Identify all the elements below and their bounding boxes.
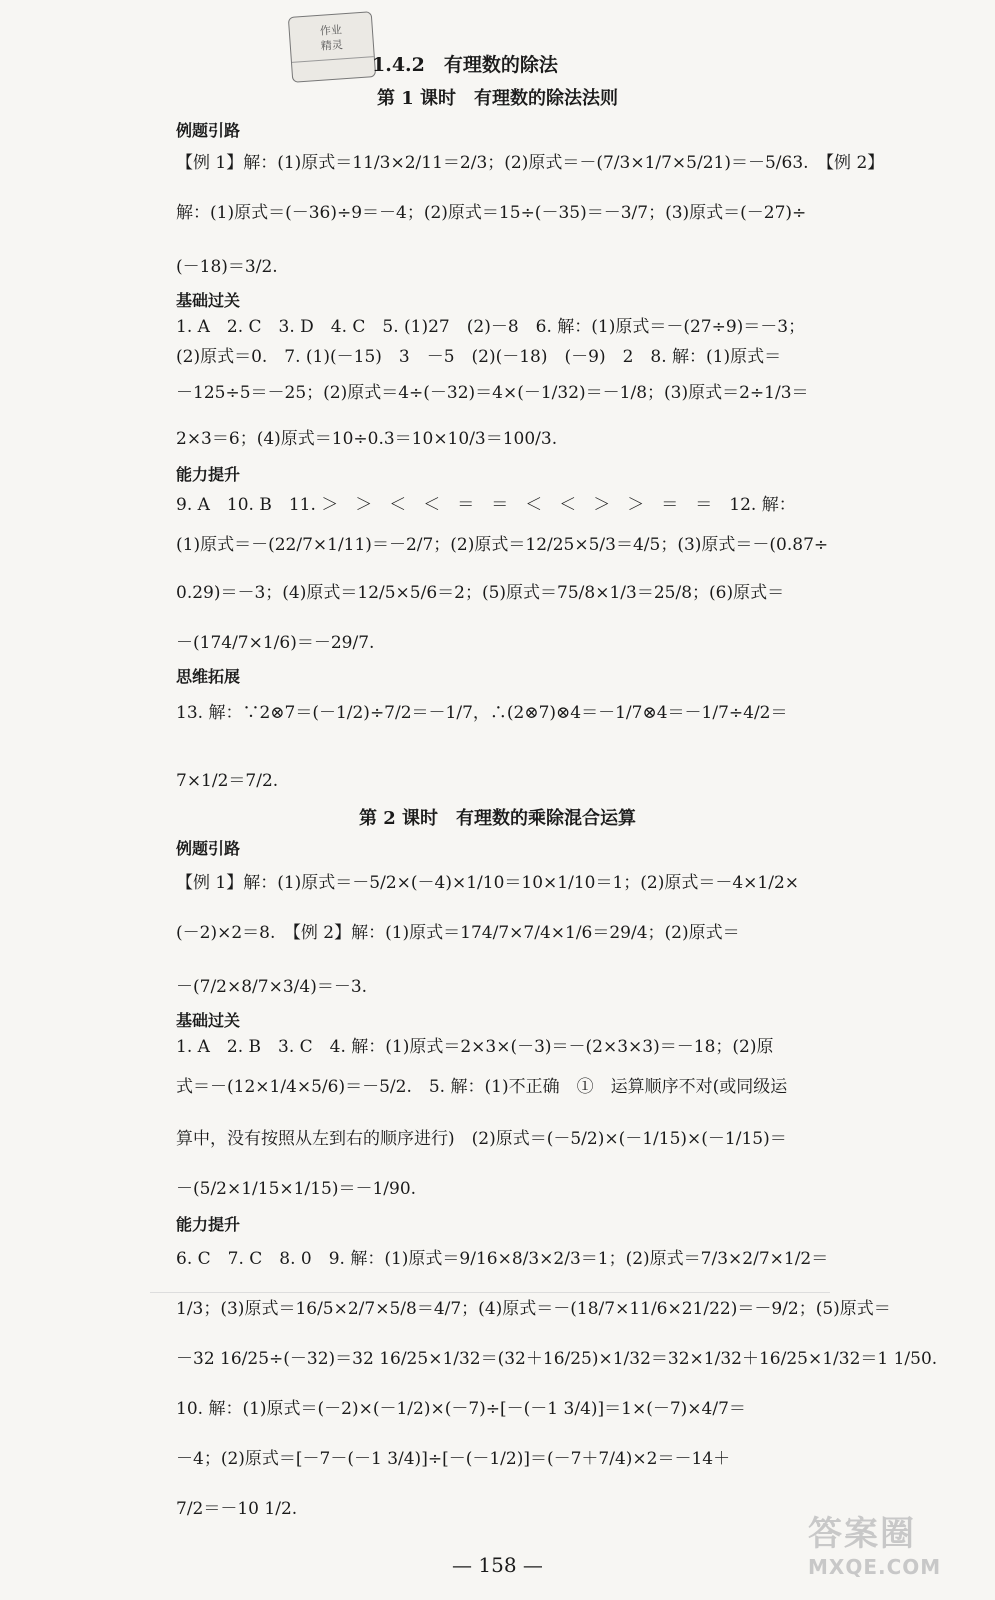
- lesson1-head-basic: 基础过关: [176, 291, 241, 310]
- lesson2-ability-line: 6. C 7. C 8. 0 9. 解：(1)原式＝9/16×8/3×2/3＝1；(2)原式＝7/3×2/7×1/2＝: [176, 1249, 829, 1269]
- divider: [150, 1292, 830, 1293]
- lesson1-title: 第 1 课时 有理数的除法法则: [376, 88, 619, 109]
- lesson1-ability-line: 9. A 10. B 11. ＞ ＞ ＜ ＜ ＝ ＝ ＜ ＜ ＞ ＞ ＝ ＝ 12. 解：: [176, 495, 796, 515]
- lesson2-title: 第 2 课时 有理数的乘除混合运算: [358, 808, 637, 829]
- lesson2-basic-line: 式＝－(12×1/4×5/6)＝－5/2. 5. 解：(1)不正确 ① 运算顺序不对(或同级运: [176, 1077, 788, 1097]
- lesson2-head-ability: 能力提升: [176, 1215, 241, 1234]
- lesson1-example-line: (－18)＝3/2.: [176, 257, 278, 277]
- lesson1-head-examples: 例题引路: [176, 121, 241, 140]
- lesson2-ability-line: 10. 解：(1)原式＝(－2)×(－1/2)×(－7)÷[－(－1 3/4)]＝1×(－7)×4/7＝: [176, 1399, 746, 1419]
- lesson1-basic-line: 1. A 2. C 3. D 4. C 5. (1)27 (2)－8 6. 解：(1)原式＝－(27÷9)＝－3；: [176, 317, 806, 337]
- lesson1-example-line: 解：(1)原式＝(－36)÷9＝－4；(2)原式＝15÷(－35)＝－3/7；(3)原式＝(－27)÷: [176, 203, 807, 223]
- lesson1-ability-line: 0.29)＝－3；(4)原式＝12/5×5/6＝2；(5)原式＝75/8×1/3＝25/8；(6)原式＝: [176, 583, 785, 603]
- lesson2-head-basic: 基础过关: [176, 1011, 241, 1030]
- lesson2-ability-line: －4；(2)原式＝[－7－(－1 3/4)]÷[－(－1/2)]＝(－7＋7/4)×2＝－14＋: [176, 1449, 731, 1469]
- lesson1-ability-line: (1)原式＝－(22/7×1/11)＝－2/7；(2)原式＝12/25×5/3＝4/5；(3)原式＝－(0.87÷: [176, 535, 829, 555]
- lesson1-head-thinking: 思维拓展: [176, 667, 241, 686]
- lesson1-basic-line: 2×3＝6；(4)原式＝10÷0.3＝10×10/3＝100/3.: [176, 429, 558, 449]
- lesson2-example-line: (－2)×2＝8. 【例 2】解：(1)原式＝174/7×7/4×1/6＝29/4；(2)原式＝: [176, 923, 740, 943]
- lesson2-ability-line: 7/2＝－10 1/2.: [176, 1499, 298, 1519]
- stamp-logo: 作业 精灵: [288, 11, 376, 83]
- lesson1-thinking-line: 13. 解：∵2⊗7＝(－1/2)÷7/2＝－1/7，∴(2⊗7)⊗4＝－1/7⊗4＝－1/7÷4/2＝: [176, 703, 788, 723]
- lesson2-head-examples: 例题引路: [176, 839, 241, 858]
- lesson1-head-ability: 能力提升: [176, 465, 241, 484]
- lesson2-example-line: －(7/2×8/7×3/4)＝－3.: [176, 977, 368, 997]
- lesson2-basic-line: 1. A 2. B 3. C 4. 解：(1)原式＝2×3×(－3)＝－(2×3×3)＝－18；(2)原: [176, 1037, 774, 1057]
- lesson1-thinking-line: 7×1/2＝7/2.: [176, 771, 279, 791]
- lesson1-example-line: 【例 1】解：(1)原式＝11/3×2/11＝2/3；(2)原式＝－(7/3×1/7×5/21)＝－5/63. 【例 2】: [176, 153, 885, 173]
- lesson1-basic-line: (2)原式＝0. 7. (1)(－15) 3 －5 (2)(－18) (－9) 2 8. 解：(1)原式＝: [176, 347, 782, 367]
- lesson2-ability-line: 1/3；(3)原式＝16/5×2/7×5/8＝4/7；(4)原式＝－(18/7×11/6×21/22)＝－9/2；(5)原式＝: [176, 1299, 891, 1319]
- lesson2-ability-line: －32 16/25÷(－32)＝32 16/25×1/32＝(32＋16/25)×1/32＝32×1/32＋16/25×1/32＝1 1/50.: [176, 1349, 938, 1369]
- lesson2-basic-line: －(5/2×1/15×1/15)＝－1/90.: [176, 1179, 417, 1199]
- lesson2-basic-line: 算中，没有按照从左到右的顺序进行) (2)原式＝(－5/2)×(－1/15)×(－1/15)＝: [176, 1129, 787, 1149]
- lesson2-example-line: 【例 1】解：(1)原式＝－5/2×(－4)×1/10＝10×1/10＝1；(2)原式＝－4×1/2×: [176, 873, 800, 893]
- page-number: — 158 —: [452, 1553, 543, 1577]
- watermark-logo: 答案圈 MXQE.COM: [808, 1514, 942, 1579]
- lesson1-ability-line: －(174/7×1/6)＝－29/7.: [176, 633, 375, 653]
- lesson1-basic-line: －125÷5＝－25；(2)原式＝4÷(－32)＝4×(－1/32)＝－1/8；(3)原式＝2÷1/3＝: [176, 383, 809, 403]
- section-title: 1.4.2 有理数的除法: [372, 54, 558, 76]
